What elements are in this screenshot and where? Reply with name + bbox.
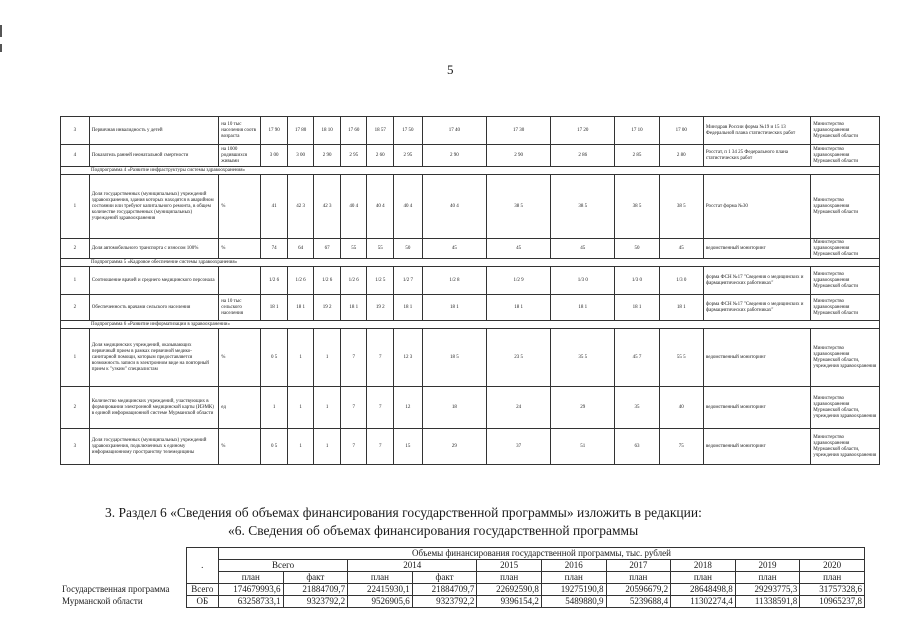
financing-value: 11338591,8 — [735, 596, 800, 608]
header-year: 2018 — [671, 560, 736, 572]
indicator-value: 7 — [367, 329, 394, 387]
header-2014: 2014 — [348, 560, 477, 572]
indicator-value: 18 1 — [287, 295, 314, 321]
subprogram-title: Подпрограмма 4 «Развитие инфраструктуры системы здравоохранения» — [61, 167, 880, 175]
indicator-value: 1/3 0 — [615, 267, 659, 295]
subprogram-header — [61, 167, 880, 175]
row-number: 2 — [61, 239, 90, 259]
unit: ед — [219, 387, 261, 429]
financing-row-ob — [60, 596, 865, 608]
responsible: Министерство здравоохранения Мурманской области — [811, 267, 880, 295]
indicator-value: 17 80 — [287, 117, 314, 145]
indicator-value: 45 — [551, 239, 615, 259]
indicator-value: 1 — [287, 429, 314, 465]
indicator-value: 23 5 — [486, 329, 550, 387]
unit: на 10 тыс сельского населения — [219, 295, 261, 321]
header-sublabel: план — [606, 572, 671, 584]
unit: % — [219, 429, 261, 465]
data-source: форма ФСН №17 "Сведения о медицинских и фармацевтических работниках" — [703, 267, 810, 295]
indicator-value: 55 5 — [659, 329, 703, 387]
indicator-row — [61, 387, 880, 429]
indicator-value: 18 — [422, 387, 486, 429]
indicator-value: 1 — [314, 387, 341, 429]
indicator-value: 40 4 — [340, 175, 367, 239]
indicator-value: 1 — [314, 329, 341, 387]
header-year: 2019 — [735, 560, 800, 572]
data-source: форма ФСН №17 "Сведения о медицинских и фармацевтических работниках" — [703, 295, 810, 321]
indicator-value: 2 86 — [551, 145, 615, 167]
unit: на 1000 родившихся живыми — [219, 145, 261, 167]
row-kind: ОБ — [186, 596, 218, 608]
financing-value: 21884709,7 — [283, 584, 348, 596]
indicator-value: 35 5 — [551, 329, 615, 387]
indicator-value: 7 — [340, 429, 367, 465]
header-sublabel: план — [218, 572, 283, 584]
indicator-value: 3 00 — [261, 145, 288, 167]
indicator-value: 0 5 — [261, 329, 288, 387]
indicator-value: 18 1 — [659, 295, 703, 321]
indicator-value: 29 — [422, 429, 486, 465]
indicator-name: Первичная инвалидность у детей — [89, 117, 218, 145]
indicator-value: 18 10 — [314, 117, 341, 145]
indicator-value: 55 — [367, 239, 394, 259]
row-label: Мурманской области — [62, 596, 143, 606]
indicator-value: 17 60 — [340, 117, 367, 145]
header-sublabel: план — [477, 572, 542, 584]
financing-value: 9526905,6 — [348, 596, 413, 608]
financing-value: 10965237,8 — [800, 596, 865, 608]
indicator-value: 50 — [394, 239, 423, 259]
indicator-value: 1 — [261, 387, 288, 429]
subprogram-header — [61, 321, 880, 329]
indicator-value: 42 3 — [314, 175, 341, 239]
indicator-value: 2 80 — [659, 145, 703, 167]
header-total: Всего — [218, 560, 347, 572]
indicator-value: 17 50 — [394, 117, 423, 145]
section-subtitle: «6. Сведения об объемах финансирования государственной программы — [228, 523, 639, 538]
financing-value: 174679993,6 — [218, 584, 283, 596]
indicator-value: 2 95 — [340, 145, 367, 167]
indicator-value: 18 1 — [340, 295, 367, 321]
indicator-row — [61, 267, 880, 295]
financing-value: 9323792,2 — [412, 596, 477, 608]
indicator-value: 2 85 — [615, 145, 659, 167]
indicator-value: 64 — [287, 239, 314, 259]
indicator-row — [61, 175, 880, 239]
header-year: 2020 — [800, 560, 865, 572]
indicator-value: 38 5 — [659, 175, 703, 239]
row-number: 2 — [61, 295, 90, 321]
financing-value: 9323792,2 — [283, 596, 348, 608]
responsible: Министерство здравоохранения Мурманской области, учреждения здравоохранения — [811, 387, 880, 429]
indicator-value: 2 90 — [486, 145, 550, 167]
indicator-name: Доля медицинских учреждений, оказывающих первичный прием в рамках первичной медико-санитарной помощи, которым предоставляется возможность записи в электронном виде на повторный прием к "узким" специалистам — [89, 329, 218, 387]
indicator-name: Количество медицинских учреждений, участвующих в формировании электронной медицинской карты (ИЭМК) в единой информационной системе Мурманской области — [89, 387, 218, 429]
row-number: 3 — [61, 117, 90, 145]
unit: % — [219, 239, 261, 259]
indicator-value: 45 7 — [615, 329, 659, 387]
indicator-value: 40 4 — [367, 175, 394, 239]
financing-value: 28648498,8 — [671, 584, 736, 596]
section-title: 3. Раздел 6 «Сведения об объемах финансирования государственной программы» изложить в редакции: — [105, 505, 702, 520]
financing-value: 63258733,1 — [218, 596, 283, 608]
indicator-value: 1/2 7 — [394, 267, 423, 295]
indicator-value: 1/3 0 — [659, 267, 703, 295]
data-source: Росстат форма №30 — [703, 175, 810, 239]
responsible: Министерство здравоохранения Мурманской области — [811, 117, 880, 145]
indicator-value: 45 — [422, 239, 486, 259]
left-edge-mark — [0, 25, 2, 37]
data-source: Росстат, п 1 34 25 Федерального плана статистических работ — [703, 145, 810, 167]
indicator-value: 24 — [486, 387, 550, 429]
data-source: Минздрав России форма №19 и 15 13 Федеральной плана статистических работ — [703, 117, 810, 145]
responsible: Министерство здравоохранения Мурманской области — [811, 295, 880, 321]
header-sublabel: план — [735, 572, 800, 584]
indicator-name: Доля автомобильного транспорта с износом 100% — [89, 239, 218, 259]
financing-value: 31757328,6 — [800, 584, 865, 596]
row-number: 1 — [61, 267, 90, 295]
indicator-value: 29 — [551, 387, 615, 429]
indicator-value: 40 4 — [422, 175, 486, 239]
subprogram-title: Подпрограмма 6 «Развитие информатизации в здравоохранении» — [61, 321, 880, 329]
indicator-value: 17 90 — [261, 117, 288, 145]
indicator-value: 55 — [340, 239, 367, 259]
indicator-value: 63 — [615, 429, 659, 465]
indicator-value: 18 1 — [422, 295, 486, 321]
indicator-name: Показатель ранней неонатальной смертности — [89, 145, 218, 167]
financing-value: 11302274,4 — [671, 596, 736, 608]
header-empty-cell — [60, 548, 186, 584]
indicator-value: 15 — [394, 429, 423, 465]
indicator-value: 1 — [287, 387, 314, 429]
financing-header-row — [60, 548, 865, 560]
indicator-value: 50 — [615, 239, 659, 259]
responsible: Министерство здравоохранения Мурманской области — [811, 145, 880, 167]
financing-value: 5489880,9 — [541, 596, 606, 608]
indicator-value: 19 2 — [314, 295, 341, 321]
indicator-value: 1 — [314, 429, 341, 465]
responsible: Министерство здравоохранения Мурманской области, учреждения здравоохранения — [811, 429, 880, 465]
indicator-value: 67 — [314, 239, 341, 259]
financing-header: Объемы финансирования государственной программы, тыс. рублей — [218, 548, 864, 560]
indicator-value: 1/2 8 — [422, 267, 486, 295]
indicator-value: 51 — [551, 429, 615, 465]
indicator-value: 18 1 — [615, 295, 659, 321]
header-sublabel: план — [541, 572, 606, 584]
indicator-value: 17 10 — [615, 117, 659, 145]
indicator-value: 18 57 — [367, 117, 394, 145]
indicator-value: 38 5 — [486, 175, 550, 239]
indicator-value: 17 30 — [486, 117, 550, 145]
header-sublabel: план — [671, 572, 736, 584]
subprogram-title: Подпрограмма 5 «Кадровое обеспечение системы здравоохранения» — [61, 259, 880, 267]
indicator-row — [61, 145, 880, 167]
row-number: 3 — [61, 429, 90, 465]
header-year: 2016 — [541, 560, 606, 572]
indicator-value: 3 00 — [287, 145, 314, 167]
financing-row-total — [60, 584, 865, 596]
financing-value: 20596679,2 — [606, 584, 671, 596]
indicator-value: 35 — [615, 387, 659, 429]
indicator-value: 18 1 — [486, 295, 550, 321]
financing-value: 21884709,7 — [412, 584, 477, 596]
financing-value: 22415930,1 — [348, 584, 413, 596]
indicator-name: Соотношение врачей и среднего медицинского персонала — [89, 267, 218, 295]
indicator-value: 1 — [287, 329, 314, 387]
responsible: Министерство здравоохранения Мурманской области — [811, 175, 880, 239]
data-source: ведомственный мониторинг — [703, 429, 810, 465]
indicator-value: 7 — [340, 329, 367, 387]
indicator-value: 75 — [659, 429, 703, 465]
indicator-value: 19 2 — [367, 295, 394, 321]
indicator-value: 17 40 — [422, 117, 486, 145]
indicator-name: Доля государственных (муниципальных) учреждений здравоохранения, подключенных к единому информационному пространству телемедицины — [89, 429, 218, 465]
data-source: ведомственный мониторинг — [703, 239, 810, 259]
financing-value: 5239688,4 — [606, 596, 671, 608]
header-sublabel: факт — [283, 572, 348, 584]
indicator-value: 18 5 — [422, 329, 486, 387]
financing-value: 9396154,2 — [477, 596, 542, 608]
indicator-value: 2 95 — [394, 145, 423, 167]
indicator-value: 2 90 — [422, 145, 486, 167]
indicator-value: 17 20 — [551, 117, 615, 145]
unit: на 10 тыс населения соотв возраста — [219, 117, 261, 145]
indicator-value: 12 — [394, 387, 423, 429]
indicator-value: 37 — [486, 429, 550, 465]
unit: % — [219, 329, 261, 387]
header-sublabel: план — [800, 572, 865, 584]
indicator-value: 41 — [261, 175, 288, 239]
indicator-value: 7 — [340, 387, 367, 429]
header-dot-cell: . — [186, 548, 218, 584]
row-label: Государственная программа — [62, 584, 170, 594]
data-source: ведомственный мониторинг — [703, 387, 810, 429]
indicator-value: 1/2 9 — [486, 267, 550, 295]
indicator-value: 38 5 — [551, 175, 615, 239]
indicator-value: 2 90 — [314, 145, 341, 167]
indicator-value: 0 5 — [261, 429, 288, 465]
responsible: Министерство здравоохранения Мурманской области — [811, 239, 880, 259]
indicator-value: 1/2 6 — [340, 267, 367, 295]
indicator-row — [61, 239, 880, 259]
responsible: Министерство здравоохранения Мурманской области, учреждения здравоохранения — [811, 329, 880, 387]
header-sublabel: план — [348, 572, 413, 584]
indicator-value: 40 4 — [394, 175, 423, 239]
indicator-value: 18 1 — [394, 295, 423, 321]
page-number: 5 — [447, 62, 454, 77]
financing-value: 22692590,8 — [477, 584, 542, 596]
indicator-value: 2 60 — [367, 145, 394, 167]
indicator-value: 38 5 — [615, 175, 659, 239]
data-source: ведомственный мониторинг — [703, 329, 810, 387]
left-edge-mark — [0, 44, 2, 52]
indicator-value: 45 — [486, 239, 550, 259]
indicator-value: 17 00 — [659, 117, 703, 145]
unit — [219, 267, 261, 295]
indicator-value: 18 1 — [261, 295, 288, 321]
indicator-name: Обеспеченность врачами сельского населения — [89, 295, 218, 321]
header-year: 2017 — [606, 560, 671, 572]
unit: % — [219, 175, 261, 239]
indicator-value: 74 — [261, 239, 288, 259]
indicator-value: 7 — [367, 387, 394, 429]
financing-value: 19275190,8 — [541, 584, 606, 596]
row-number: 4 — [61, 145, 90, 167]
subprogram-header — [61, 259, 880, 267]
indicator-value: 1/2 5 — [367, 267, 394, 295]
indicator-value: 7 — [367, 429, 394, 465]
indicator-row — [61, 117, 880, 145]
row-number: 1 — [61, 175, 90, 239]
indicator-value: 1/3 0 — [551, 267, 615, 295]
indicator-value: 40 — [659, 387, 703, 429]
header-year: 2015 — [477, 560, 542, 572]
header-sublabel: факт — [412, 572, 477, 584]
indicator-value: 1/2 6 — [287, 267, 314, 295]
indicator-name: Доля государственных (муниципальных) учреждений здравоохранения, здания которых находятся в аварийном состоянии или требуют капитального ремонта, в общем количестве государственных (муниципальных) учреждений здравоохранения — [89, 175, 218, 239]
indicator-value: 18 1 — [551, 295, 615, 321]
row-kind: Всего — [186, 584, 218, 596]
financing-table — [60, 547, 865, 608]
indicator-value: 45 — [659, 239, 703, 259]
indicator-row — [61, 429, 880, 465]
indicator-row — [61, 295, 880, 321]
row-number: 2 — [61, 387, 90, 429]
financing-value: 29293775,3 — [735, 584, 800, 596]
indicator-value: 12 3 — [394, 329, 423, 387]
indicator-row — [61, 329, 880, 387]
indicator-value: 1/2 6 — [314, 267, 341, 295]
row-number: 1 — [61, 329, 90, 387]
indicator-value: 1/2 6 — [261, 267, 288, 295]
indicators-table — [60, 116, 880, 465]
indicator-value: 42 3 — [287, 175, 314, 239]
